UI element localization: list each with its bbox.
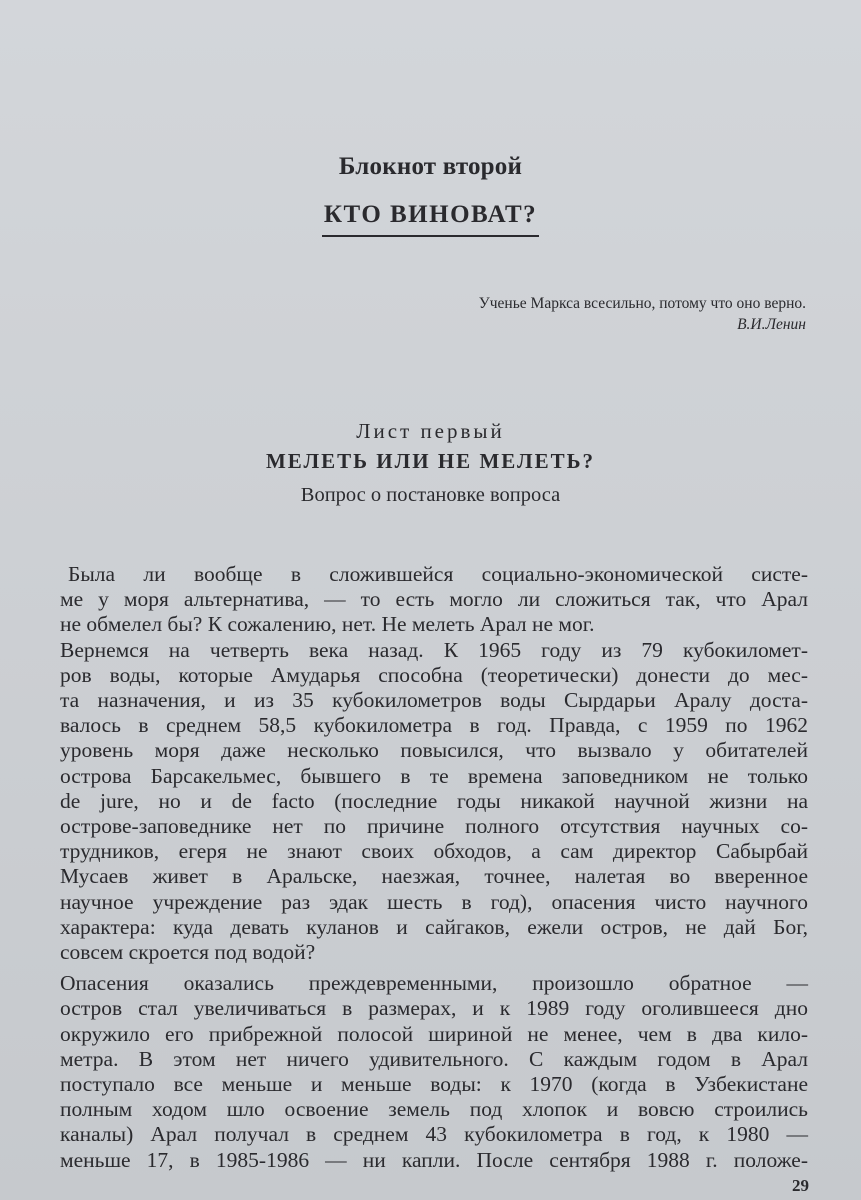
epigraph-author: В.И.Ленин xyxy=(737,316,806,333)
text-line: острове-заповеднике нет по причине полного отсутствия научных со- xyxy=(60,814,808,839)
text-line: та назначения, и из 35 кубокилометров воды Сырдарьи Аралу доста- xyxy=(60,688,808,713)
section-title: МЕЛЕТЬ ИЛИ НЕ МЕЛЕТЬ? xyxy=(265,449,596,473)
text-line: Была ли вообще в сложившейся социально-экономической систе- xyxy=(68,562,808,586)
text-line: метра. В этом нет ничего удивительного. С каждым годом в Арал xyxy=(60,1046,808,1071)
text-line: остров стал увеличиваться в размерах, и к 1989 году оголившееся дно xyxy=(60,996,808,1021)
chapter-title-text: КТО ВИНОВАТ? xyxy=(322,201,539,237)
text-line: меньше 17, в 1985-1986 — ни капли. После сентября 1988 г. положе- xyxy=(60,1147,808,1172)
text-line: уровень моря даже несколько повысился, что вызвало у обитателей xyxy=(60,738,808,763)
text-line: полным ходом шло освоение земель под хлопок и вовсю строились xyxy=(60,1097,808,1122)
epigraph-quote: Ученье Маркса всесильно, потому что оно верно. xyxy=(478,295,806,312)
text-line: Опасения оказались преждевременными, произошло обратное — xyxy=(60,971,808,996)
text-line: каналы) Арал получал в среднем 43 кубокилометра в год, к 1980 — xyxy=(60,1122,808,1147)
section-subtitle: Вопрос о постановке вопроса xyxy=(300,484,561,506)
text-line: валось в среднем 58,5 кубокилометра в год. Правда, с 1959 по 1962 xyxy=(60,713,808,738)
paragraph-2 xyxy=(60,638,808,966)
text-line: ров воды, которые Амударья способна (теоретически) донести до мес- xyxy=(60,662,808,687)
text-line: не обмелел бы? К сожалению, нет. Не мелеть Арал не мог. xyxy=(60,612,595,637)
body-text xyxy=(60,562,808,1173)
text-line: трудников, егеря не знают своих обходов, а сам директор Сабырбай xyxy=(60,839,808,864)
text-line: de jure, но и de facto (последние годы никакой научной жизни на xyxy=(60,788,808,813)
text-line: ме у моря альтернатива, — то есть могло ли сложиться так, что Арал xyxy=(60,587,808,612)
notebook-title: Блокнот второй xyxy=(338,153,523,180)
sheet-label: Лист первый xyxy=(356,419,505,443)
text-line: Вернемся на четверть века назад. К 1965 году из 79 кубокиломет- xyxy=(60,637,808,662)
chapter-title xyxy=(0,201,861,237)
page-number: 29 xyxy=(792,1176,809,1195)
text-line: поступало все меньше и меньше воды: к 1970 (когда в Узбекистане xyxy=(60,1072,808,1097)
paragraph-3 xyxy=(60,971,808,1173)
text-line: острова Барсакельмес, бывшего в те времена заповедником не только xyxy=(60,763,808,788)
text-line: совсем скроется под водой? xyxy=(60,940,316,965)
text-line: окружило его прибрежной полосой шириной не менее, чем в два кило- xyxy=(60,1021,808,1046)
text-line: научное учреждение раз эдак шесть в год), опасения чисто научного xyxy=(60,889,808,914)
text-line: Мусаев живет в Аральске, наезжая, точнее, налетая во вверенное xyxy=(60,864,808,889)
text-line: характера: куда девать куланов и сайгаков, ежели остров, не дай Бог, xyxy=(60,914,808,939)
epigraph xyxy=(479,293,806,335)
paragraph-1 xyxy=(60,562,808,638)
